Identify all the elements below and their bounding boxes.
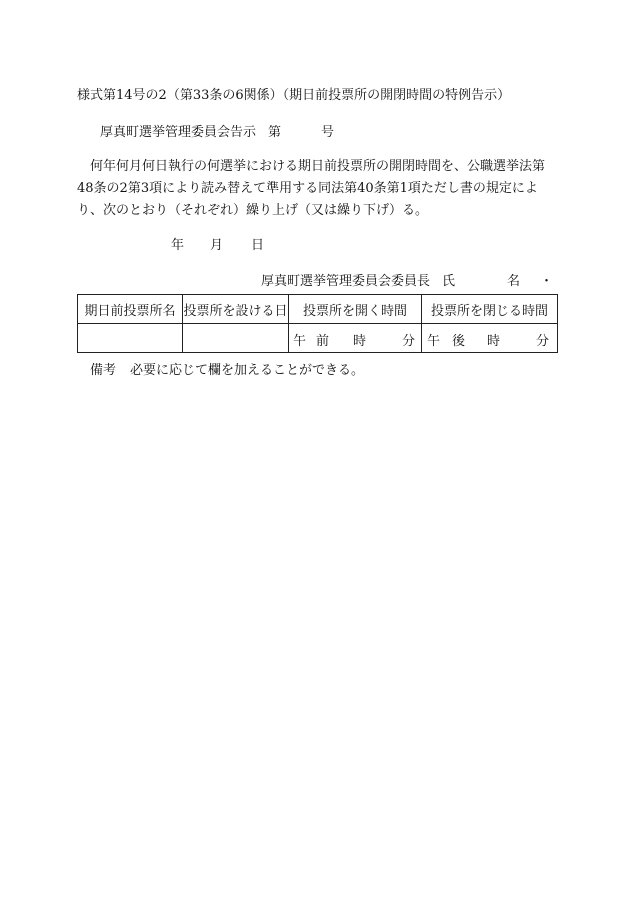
notice-issuer: 厚真町選挙管理委員会告示	[100, 125, 257, 140]
table-row	[78, 324, 558, 353]
signature-surname-label: 氏	[442, 274, 456, 289]
remarks	[90, 359, 364, 378]
schedule-table	[77, 294, 558, 353]
open-period-2: 前	[316, 334, 330, 349]
cell-polling-station-name	[78, 324, 183, 353]
signature-line	[261, 270, 553, 289]
header-establish-day: 投票所を設ける日	[183, 295, 289, 324]
open-hour-label: 時	[353, 334, 367, 349]
signature-name-label: 名	[507, 274, 521, 289]
cell-open-time	[289, 324, 422, 353]
notice-number-suffix: 号	[321, 125, 335, 140]
date-month: 月	[210, 238, 224, 253]
date-line	[171, 234, 264, 253]
seal-mark: ・	[540, 274, 554, 289]
cell-establish-day	[183, 324, 289, 353]
date-year: 年	[171, 238, 185, 253]
cell-close-time	[422, 324, 558, 353]
notice-body-text	[77, 156, 557, 222]
remarks-text: 必要に応じて欄を加えることができる。	[130, 363, 365, 378]
close-period-1: 午	[427, 334, 441, 349]
notice-body: 何年何月何日執行の何選挙における期日前投票所の開閉時間を、公職選挙法第48条の2第3項により読み替えて準用する同法第40条第1項ただし書の規定により、次のとおり（それぞれ）繰り上げ（又は繰り下げ）る。	[77, 159, 546, 218]
header-polling-station-name: 期日前投票所名	[78, 295, 183, 324]
notice-header	[100, 121, 334, 140]
header-close-time: 投票所を閉じる時間	[422, 295, 558, 324]
open-minute-label: 分	[402, 334, 416, 349]
close-hour-label: 時	[487, 334, 501, 349]
table-header-row	[78, 295, 558, 324]
form-title: 様式第14号の2（第33条の6関係）（期日前投票所の開閉時間の特例告示）	[77, 88, 511, 103]
close-minute-label: 分	[536, 334, 550, 349]
notice-number-prefix: 第	[268, 125, 282, 140]
header-open-time: 投票所を開く時間	[289, 295, 422, 324]
signature-title: 厚真町選挙管理委員会委員長	[261, 274, 431, 289]
remarks-label: 備考	[90, 363, 117, 378]
open-period-1: 午	[293, 334, 307, 349]
date-day: 日	[251, 238, 265, 253]
close-period-2: 後	[452, 334, 466, 349]
